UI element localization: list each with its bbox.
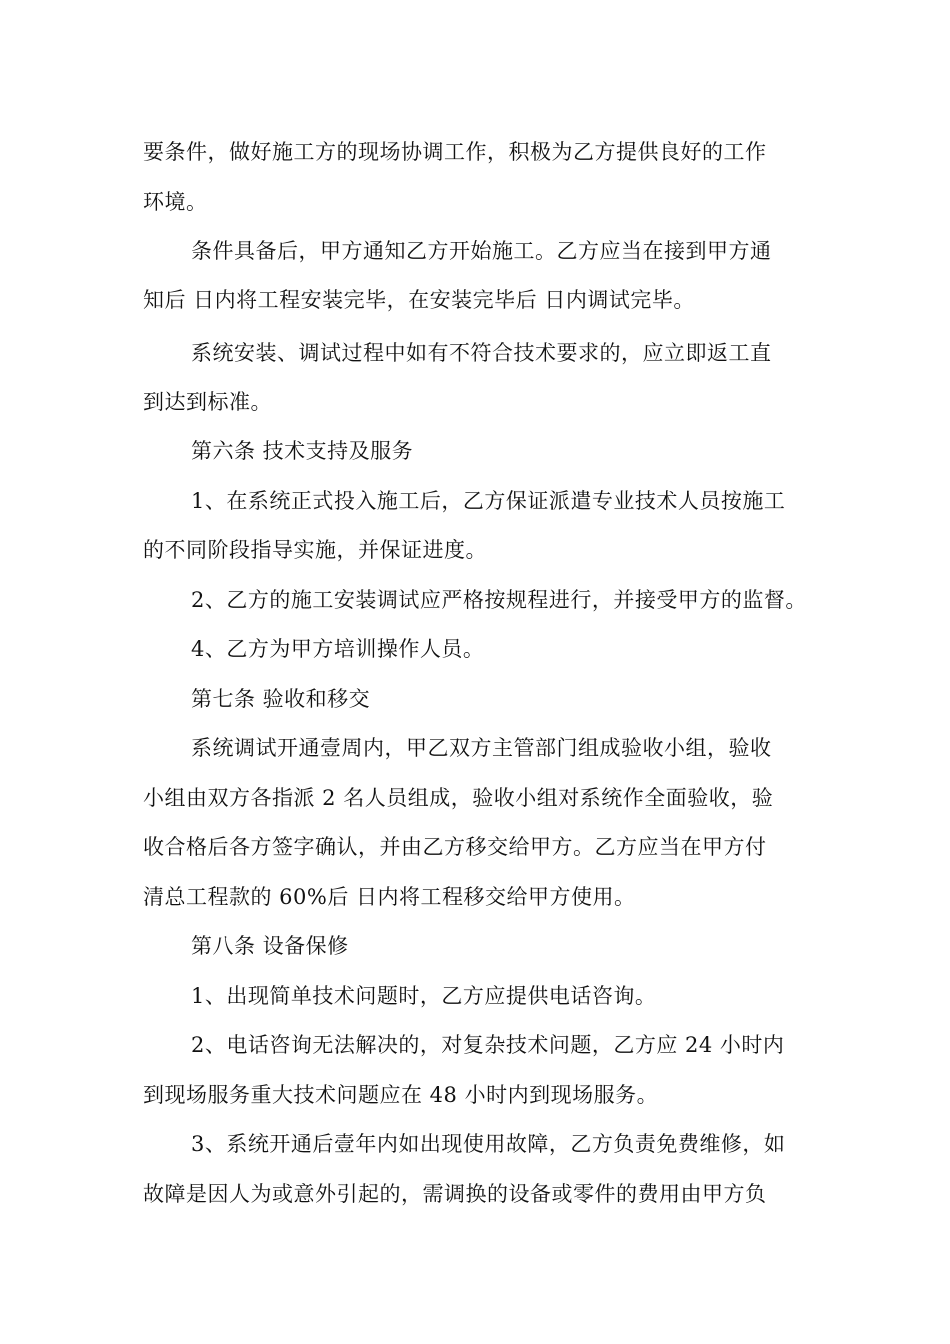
paragraph-start-line: 条件具备后，甲方通知乙方开始施工。乙方应当在接到甲方通 [191,239,772,263]
text-line: 清总工程款的 60%后 日内将工程移交给甲方使用。 [143,885,636,909]
section-heading: 第八条 设备保修 [191,934,349,958]
section-heading: 第七条 验收和移交 [191,687,371,711]
paragraph-start-line: 2、乙方的施工安装调试应严格按规程进行，并接受甲方的监督。 [191,588,807,612]
text-line: 收合格后各方签字确认，并由乙方移交给甲方。乙方应当在甲方付 [143,835,767,859]
text-line: 的不同阶段指导实施，并保证进度。 [143,538,487,562]
text-line: 小组由双方各指派 2 名人员组成，验收小组对系统作全面验收，验 [143,786,774,810]
paragraph-start-line: 2、电话咨询无法解决的，对复杂技术问题，乙方应 24 小时内 [191,1033,785,1057]
paragraph-start-line: 系统调试开通壹周内，甲乙双方主管部门组成验收小组，验收 [191,736,772,760]
paragraph-start-line: 系统安装、调试过程中如有不符合技术要求的，应立即返工直 [191,341,772,365]
text-line: 要条件，做好施工方的现场协调工作，积极为乙方提供良好的工作 [143,140,767,164]
text-line: 到现场服务重大技术问题应在 48 小时内到现场服务。 [143,1083,659,1107]
text-line: 知后 日内将工程安装完毕，在安装完毕后 日内调试完毕。 [143,288,695,312]
paragraph-start-line: 4、乙方为甲方培训操作人员。 [191,637,485,661]
text-line: 故障是因人为或意外引起的，需调换的设备或零件的费用由甲方负 [143,1182,767,1206]
text-line: 环境。 [143,190,208,214]
paragraph-start-line: 3、系统开通后壹年内如出现使用故障，乙方负责免费维修，如 [191,1132,786,1156]
paragraph-start-line: 1、出现简单技术问题时，乙方应提供电话咨询。 [191,984,657,1008]
section-heading: 第六条 技术支持及服务 [191,439,414,463]
paragraph-start-line: 1、在系统正式投入施工后，乙方保证派遣专业技术人员按施工 [191,489,786,513]
text-line: 到达到标准。 [143,390,272,414]
